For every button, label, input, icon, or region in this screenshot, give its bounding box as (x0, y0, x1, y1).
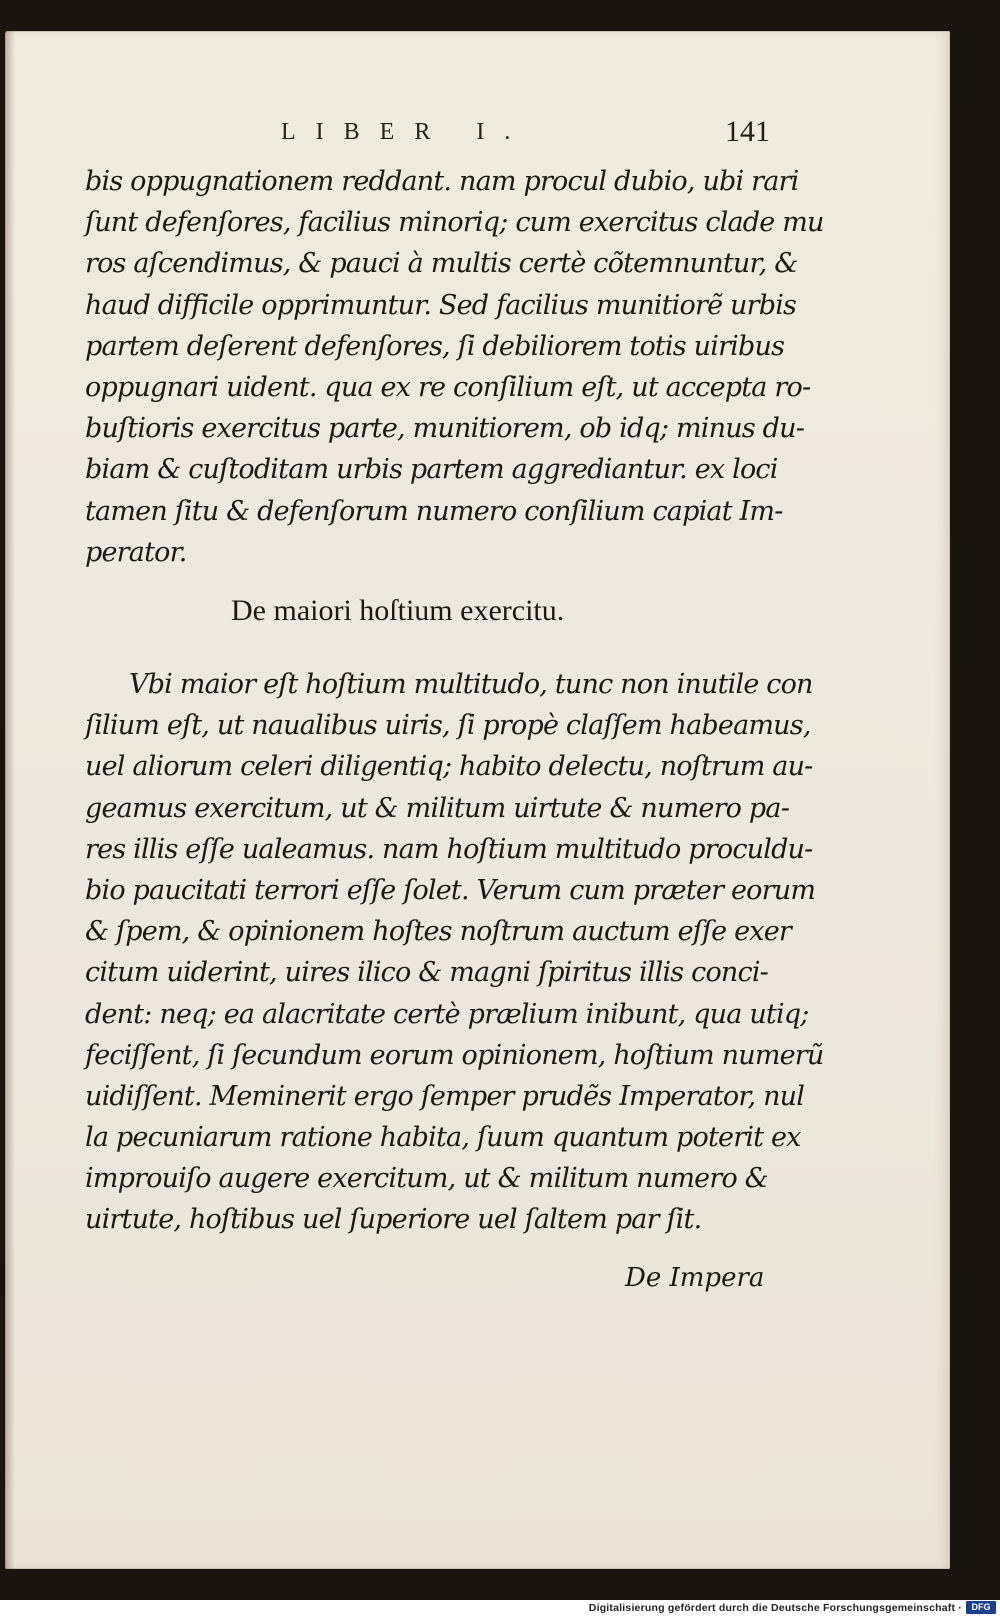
text-line: la pecuniarum ratione habita, ſuum quantum poterit ex (85, 1122, 801, 1154)
text-block-2 (85, 664, 824, 1241)
text-line: uirtute, hoſtibus uel ſuperiore uel ſaltem par ſit. (85, 1204, 702, 1236)
text-line: perator. (85, 536, 187, 568)
text-line: feciſſent, ſi ſecundum eorum opinionem, hoſtium numerũ (85, 1039, 824, 1071)
text-line: biam & cuſtoditam urbis partem aggrediantur. ex loci (85, 454, 778, 486)
text-line: buſtioris exercitus parte, munitiorem, ob idq; minus du- (85, 413, 805, 445)
catchword: De Impera (625, 1263, 765, 1293)
text-line: citum uiderint, uires ilico & magni ſpiritus illis conci- (85, 957, 768, 989)
text-line: geamus exercitum, ut & militum uirtute & numero pa- (85, 792, 790, 824)
text-line: oppugnari uident. qua ex re conſilium eſt, ut accepta ro- (85, 371, 811, 403)
text-line: ros aſcendimus, & pauci à multis certè cõtemnuntur, & (85, 248, 798, 280)
text-line: ſilium eſt, ut naualibus uiris, ſi propè claſſem habeamus, (85, 710, 811, 742)
gutter-shadow (5, 31, 15, 1569)
digitization-credit: Digitalisierung gefördert durch die Deutsche Forschungsgemeinschaft · (588, 1602, 962, 1614)
section-heading: De maiori hoſtium exercitu. (231, 594, 565, 627)
text-line: bis oppugnationem reddant. nam procul dubio, ubi rari (85, 166, 799, 197)
text-block-1 (85, 161, 824, 573)
text-line: & ſpem, & opinionem hoſtes noſtrum auctum eſſe exer (85, 916, 791, 948)
text-line: partem deſerent defenſores, ſi debiliorem totis uiribus (85, 330, 785, 362)
text-line: haud difficile opprimuntur. Sed facilius munitiorẽ urbis (85, 289, 797, 321)
running-head: LIBER I. (281, 119, 531, 145)
text-line: uel aliorum celeri diligentiq; habito delectu, noſtrum au- (85, 751, 813, 783)
text-line: bio paucitati terrori eſſe ſolet. Verum cum præter eorum (85, 874, 816, 906)
text-line: res illis eſſe ualeamus. nam hoſtium multitudo proculdu- (85, 833, 813, 865)
text-line: improuiſo augere exercitum, ut & militum numero & (85, 1163, 768, 1195)
digitization-credit-bar (0, 1600, 1000, 1617)
text-line: Vbi maior eſt hoſtium multitudo, tunc non inutile con (129, 669, 813, 700)
dfg-logo-icon: DFG (966, 1601, 996, 1614)
book-page (5, 31, 950, 1569)
text-line: uidiſſent. Meminerit ergo ſemper prudẽs Imperator, nul (85, 1080, 805, 1112)
page-number: 141 (725, 115, 770, 148)
text-line: dent: neq; ea alacritate certè prælium inibunt, qua utiq; (85, 998, 809, 1030)
text-line: ſunt defenſores, facilius minoriq; cum exercitus clade mu (85, 207, 824, 239)
text-line: tamen ſitu & defenſorum numero conſilium capiat Im- (85, 495, 783, 527)
